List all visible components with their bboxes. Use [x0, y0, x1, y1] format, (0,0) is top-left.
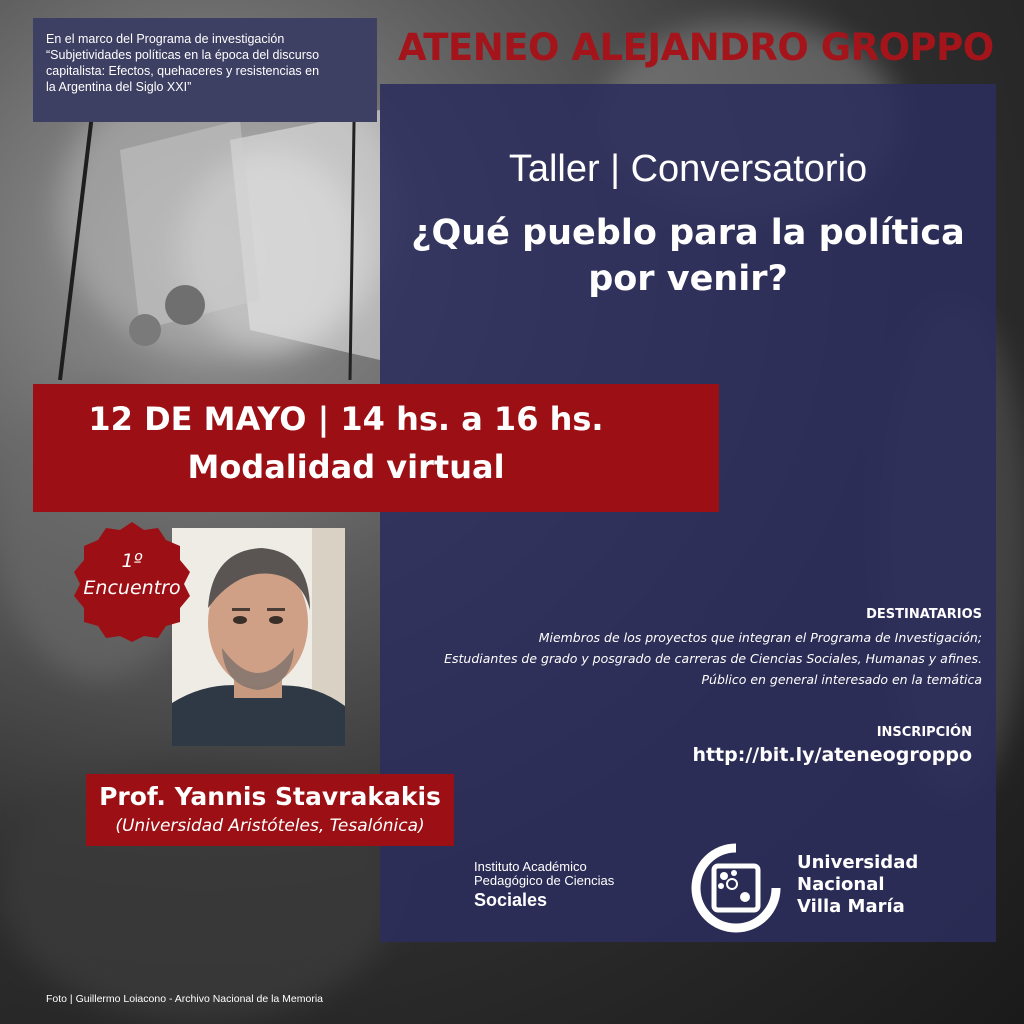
institute-line: Pedagógico de Ciencias: [474, 873, 615, 888]
destinatarios-item: Estudiantes de grado y posgrado de carreras de Ciencias Sociales, Humanas y afines.: [444, 651, 982, 666]
speaker-portrait-illustration: [172, 528, 345, 746]
question-line: ¿Qué pueblo para la política: [411, 213, 965, 253]
university-name: [797, 852, 918, 918]
page-title: ATENEO ALEJANDRO GROPPO: [398, 26, 994, 69]
inscripcion-heading: INSCRIPCIÓN: [876, 725, 972, 740]
photo-credit: Foto | Guillermo Loiacono - Archivo Nacional de la Memoria: [46, 993, 324, 1005]
event-type: Taller | Conversatorio: [508, 148, 868, 190]
intro-line: capitalista: Efectos, quehaceres y resistencias en: [46, 64, 320, 78]
destinatarios-list: [362, 627, 982, 690]
destinatarios-heading: DESTINATARIOS: [866, 607, 982, 622]
intro-line: la Argentina del Siglo XXI”: [46, 80, 192, 94]
encuentro-label: Encuentro: [83, 577, 181, 599]
university-line: Universidad: [797, 852, 919, 873]
inscripcion-link[interactable]: http://bit.ly/ateneogroppo: [692, 744, 972, 766]
event-question: [390, 210, 986, 302]
intro-text: [46, 31, 376, 95]
university-line: Nacional: [797, 874, 885, 895]
intro-line: En el marco del Programa de investigación: [46, 32, 285, 46]
intro-line: “Subjetividades políticas en la época del discurso: [46, 48, 320, 62]
institute-line: Instituto Académico: [474, 859, 587, 874]
destinatarios-item: Público en general interesado en la temática: [701, 672, 982, 687]
destinatarios-item: Miembros de los proyectos que integran el Programa de Investigación;: [538, 630, 982, 645]
question-line: por venir?: [588, 259, 788, 299]
university-logo-icon: [690, 842, 782, 934]
speaker-photo: [172, 528, 345, 746]
speaker-affiliation: (Universidad Aristóteles, Tesalónica): [115, 816, 425, 836]
institute-name: [474, 860, 674, 912]
institute-line: Sociales: [474, 890, 548, 910]
event-date-time: 12 DE MAYO | 14 hs. a 16 hs.: [88, 400, 604, 438]
event-modality: Modalidad virtual: [187, 448, 505, 486]
encuentro-seal-text: [70, 548, 194, 602]
university-line: Villa María: [797, 896, 905, 917]
encuentro-number: 1º: [121, 550, 143, 572]
speaker-name: Prof. Yannis Stavrakakis: [99, 782, 441, 811]
